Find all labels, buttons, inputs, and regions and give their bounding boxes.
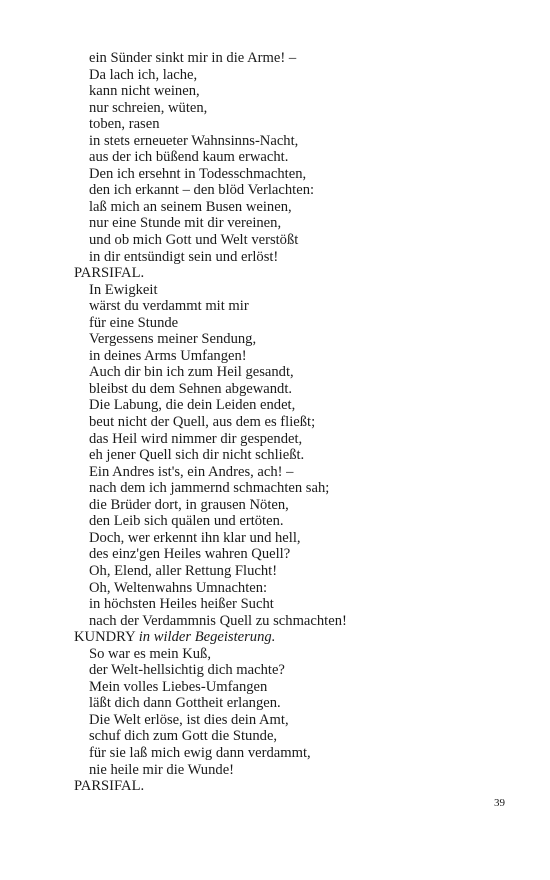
speaker-line <box>74 265 514 282</box>
stage-direction: in wilder Begeisterung. <box>138 629 276 646</box>
verse-line: nur eine Stunde mit dir vereinen, <box>89 215 282 232</box>
verse-line: Auch dir bin ich zum Heil gesandt, <box>89 364 294 381</box>
verse-line: nach der Verdammnis Quell zu schmachten! <box>89 612 347 629</box>
verse-line: Die Welt erlöse, ist dies dein Amt, <box>89 711 289 728</box>
verse-line: wärst du verdammt mit mir <box>89 298 249 315</box>
page-number: 39 <box>494 797 505 809</box>
verse-line: läßt dich dann Gottheit erlangen. <box>89 695 281 712</box>
verse-line: bleibst du dem Sehnen abgewandt. <box>89 380 293 397</box>
verse-line: in höchsten Heiles heißer Sucht <box>89 596 274 613</box>
verse-line: Oh, Elend, aller Rettung Flucht! <box>89 562 278 579</box>
speaker-line <box>74 629 514 646</box>
verse-line: und ob mich Gott und Welt verstößt <box>89 232 299 249</box>
verse-line: der Welt-hellsichtig dich machte? <box>89 662 285 679</box>
verse-line: nie heile mir die Wunde! <box>89 761 235 778</box>
speaker-name: PARSIFAL. <box>74 265 145 282</box>
speaker-name: PARSIFAL. <box>74 778 145 795</box>
verse-line: Den ich ersehnt in Todesschmachten, <box>89 165 307 182</box>
verse-line: Mein volles Liebes-Umfangen <box>89 678 268 695</box>
verse-line: ein Sünder sinkt mir in die Arme! – <box>89 50 297 66</box>
speaker-name: KUNDRY <box>74 629 136 646</box>
verse-line: für sie laß mich ewig dann verdammt, <box>89 744 311 761</box>
verse-line: die Brüder dort, in grausen Nöten, <box>89 496 289 513</box>
verse-line: Da lach ich, lache, <box>89 66 198 83</box>
verse-line: toben, rasen <box>89 116 160 133</box>
verse-line: Oh, Weltenwahns Umnachten: <box>89 579 268 596</box>
verse-line: Vergessens meiner Sendung, <box>89 331 257 348</box>
verse-line: in stets erneueter Wahnsinns-Nacht, <box>89 132 299 149</box>
verse-line: in deines Arms Umfangen! <box>89 347 247 364</box>
verse-line: in dir entsündigt sein und erlöst! <box>89 248 279 265</box>
verse-line: nach dem ich jammernd schmachten sah; <box>89 480 330 497</box>
libretto-text <box>74 50 514 795</box>
verse-line: nur schreien, wüten, <box>89 99 208 116</box>
verse-line: laß mich an seinem Busen weinen, <box>89 198 292 215</box>
verse-line: beut nicht der Quell, aus dem es fließt; <box>89 414 316 431</box>
verse-line: aus der ich büßend kaum erwacht. <box>89 149 289 166</box>
verse-line: für eine Stunde <box>89 314 179 331</box>
verse-line: den ich erkannt – den blöd Verlachten: <box>89 182 315 199</box>
verse-line: Doch, wer erkennt ihn klar und hell, <box>89 529 301 546</box>
verse-line: In Ewigkeit <box>89 281 158 298</box>
verse-line: des einz'gen Heiles wahren Quell? <box>89 546 291 563</box>
verse-line: das Heil wird nimmer dir gespendet, <box>89 430 303 447</box>
verse-line: Ein Andres ist's, ein Andres, ach! – <box>89 463 294 480</box>
verse-line: kann nicht weinen, <box>89 83 200 100</box>
speaker-line <box>74 778 514 795</box>
verse-line: schuf dich zum Gott die Stunde, <box>89 728 278 745</box>
verse-line: eh jener Quell sich dir nicht schließt. <box>89 447 305 464</box>
verse-line: den Leib sich quälen und ertöten. <box>89 513 284 530</box>
verse-line: So war es mein Kuß, <box>89 645 212 662</box>
verse-line: Die Labung, die dein Leiden endet, <box>89 397 296 414</box>
